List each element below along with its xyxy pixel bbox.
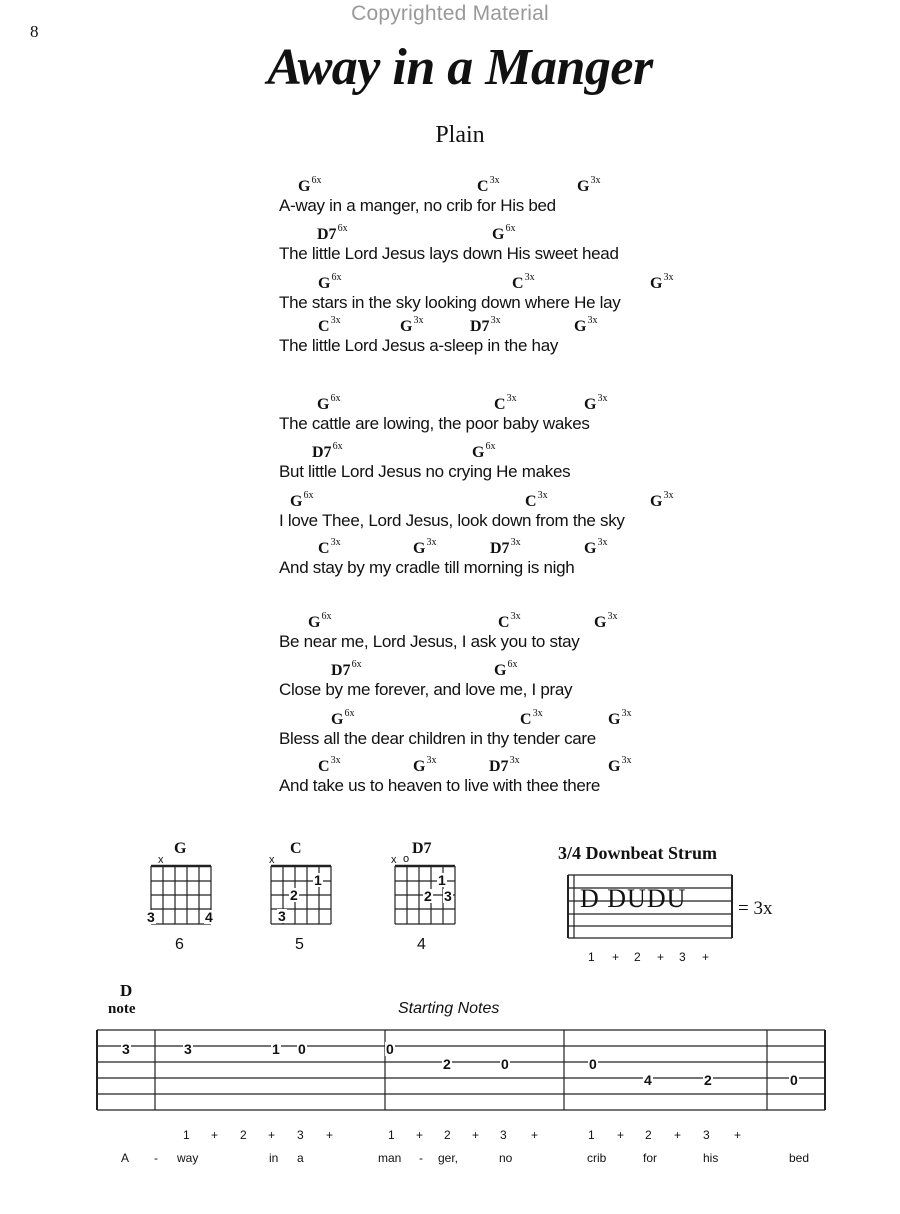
tab-count: 3 [500,1128,507,1142]
tab-lyric-syllable: for [643,1151,658,1165]
tab-count: + [268,1128,276,1142]
chord-symbol: $G^{6x}$ [472,441,496,461]
chord-diagram-d7 [384,838,474,958]
chord-symbol: $G^{3x}$ [413,537,437,557]
strum-count: 3 [679,950,686,964]
chord-symbol: $C^{3x}$ [477,175,500,195]
chord-symbol: $C^{3x}$ [498,611,521,631]
tab-count: 2 [240,1128,247,1142]
strum-repeat: = 3x [738,898,773,919]
chord-symbol: $G^{3x}$ [608,708,632,728]
strum-count-number: 5 [295,936,304,953]
tab-count: + [617,1128,625,1142]
chord-symbol: $G^{3x}$ [584,393,608,413]
chord-symbol: $C^{3x}$ [318,755,341,775]
lyric-line: But little Lord Jesus no crying He makes [279,462,571,481]
chord-symbol: $G^{3x}$ [574,315,598,335]
chord-symbol: $G^{3x}$ [594,611,618,631]
chord-symbol: $C^{3x}$ [494,393,517,413]
tab-count: 3 [297,1128,304,1142]
tab-lyric-syllable: man [378,1151,402,1165]
chord-symbol: $D7^{3x}$ [470,315,501,335]
tab-note: 2 [704,1072,712,1088]
finger-number: 3 [147,909,155,925]
chord-symbol: $G^{6x}$ [290,490,314,510]
strum-count-number: 4 [417,936,426,953]
finger-number: 1 [314,872,322,888]
lyric-line: And stay by my cradle till morning is nigh [279,558,575,577]
strum-pattern-text: D DUDU [580,884,687,913]
chord-diagram-name: D7 [412,840,432,857]
tab-start-note-sublabel: note [108,1001,136,1017]
chord-symbol: $D7^{3x}$ [489,755,520,775]
tab-lyric-syllable: no [499,1151,513,1165]
lyric-line: Close by me forever, and love me, I pray [279,680,573,699]
lyric-line: And take us to heaven to live with thee there [279,776,601,795]
tab-lyric-syllable: bed [789,1151,810,1165]
chord-symbol: $G^{6x}$ [308,611,332,631]
tab-count: + [734,1128,742,1142]
finger-number: 4 [205,909,213,925]
strum-count-number: 6 [175,936,184,953]
lyric-line: The little Lord Jesus lays down His sweet head [279,244,619,263]
open-string-mark: o [403,853,410,865]
strum-count: + [657,950,665,964]
copyright-watermark: Copyrighted Material [351,2,549,25]
tab-count: + [674,1128,682,1142]
tab-staff [95,1028,827,1114]
chord-symbol: $G^{3x}$ [413,755,437,775]
starting-notes-label: Starting Notes [398,1000,500,1017]
chord-symbol: $C^{3x}$ [525,490,548,510]
lyric-line: The stars in the sky looking down where He lay [279,293,621,312]
lyric-line: I love Thee, Lord Jesus, look down from the sky [279,511,625,530]
tab-lyric-syllable: way [177,1151,199,1165]
chord-symbol: $G^{3x}$ [584,537,608,557]
chord-symbol: $G^{3x}$ [608,755,632,775]
chord-symbol: $D7^{6x}$ [312,441,343,461]
strum-count: 1 [588,950,595,964]
tab-lyric-syllable: A [121,1151,130,1165]
tab-count: 1 [588,1128,595,1142]
song-title: Away in a Manger [267,39,653,96]
tab-lyric-syllable: - [154,1151,158,1165]
song-subtitle: Plain [435,122,485,148]
chord-diagram-c [262,838,352,958]
chord-symbol: $D7^{6x}$ [331,659,362,679]
chord-symbol: $C^{3x}$ [520,708,543,728]
tab-note: 0 [501,1056,509,1072]
chord-symbol: $G^{6x}$ [494,659,518,679]
fretboard-grid [150,864,212,926]
finger-number: 2 [290,887,298,903]
chord-symbol: $G^{6x}$ [298,175,322,195]
tab-note: 0 [790,1072,798,1088]
tab-note: 0 [386,1041,394,1057]
tab-count: 3 [703,1128,710,1142]
muted-string-mark: x [269,854,275,866]
chord-symbol: $G^{6x}$ [331,708,355,728]
chord-symbol: $D7^{6x}$ [317,223,348,243]
chord-symbol: $G^{3x}$ [650,272,674,292]
finger-number: 3 [278,908,286,924]
chord-symbol: $C^{3x}$ [318,315,341,335]
muted-string-mark: x [158,854,164,866]
tab-count: + [416,1128,424,1142]
tab-count: 1 [183,1128,190,1142]
chord-symbol: $G^{3x}$ [577,175,601,195]
chord-symbol: $C^{3x}$ [318,537,341,557]
tab-count: + [326,1128,334,1142]
muted-string-mark: x [391,854,397,866]
tab-lyric-syllable: his [703,1151,719,1165]
tab-note: 0 [589,1056,597,1072]
strum-count: + [612,950,620,964]
tab-count: + [531,1128,539,1142]
strum-count: + [702,950,710,964]
tab-note: 0 [298,1041,306,1057]
lyric-line: Be near me, Lord Jesus, I ask you to stay [279,632,580,651]
tab-lyric-syllable: crib [587,1151,607,1165]
lyric-line: Bless all the dear children in thy tender care [279,729,596,748]
tab-count: 2 [645,1128,652,1142]
tab-note: 4 [644,1072,652,1088]
page-number: 8 [30,22,39,41]
finger-number: 3 [444,888,452,904]
finger-number: 1 [438,872,446,888]
tab-count: + [472,1128,480,1142]
strum-count: 2 [634,950,641,964]
lyric-line: The little Lord Jesus a-sleep in the hay [279,336,559,355]
tab-lyric-syllable: - [419,1151,423,1165]
chord-symbol: $G^{3x}$ [400,315,424,335]
tab-note: 3 [122,1041,130,1057]
chord-symbol: $G^{6x}$ [317,393,341,413]
chord-symbol: $G^{6x}$ [492,223,516,243]
tab-note: 2 [443,1056,451,1072]
tab-count: + [211,1128,219,1142]
chord-diagram-g [140,838,230,958]
tab-note: 3 [184,1041,192,1057]
lyric-line: A-way in a manger, no crib for His bed [279,196,556,215]
chord-diagram-name: C [290,840,302,857]
tab-lyric-syllable: a [297,1151,304,1165]
tab-count: 1 [388,1128,395,1142]
finger-number: 2 [424,888,432,904]
chord-symbol: $C^{3x}$ [512,272,535,292]
tab-lyric-syllable: in [269,1151,279,1165]
chord-diagram-name: G [174,840,187,857]
lyric-line: The cattle are lowing, the poor baby wakes [279,414,590,433]
chord-symbol: $G^{6x}$ [318,272,342,292]
chord-symbol: $G^{3x}$ [650,490,674,510]
tab-start-note-label: D [120,981,133,1000]
strum-pattern-title: 3/4 Downbeat Strum [558,843,718,863]
tab-lyric-syllable: ger, [438,1151,459,1165]
tab-count: 2 [444,1128,451,1142]
tab-note: 1 [272,1041,280,1057]
chord-symbol: $D7^{3x}$ [490,537,521,557]
